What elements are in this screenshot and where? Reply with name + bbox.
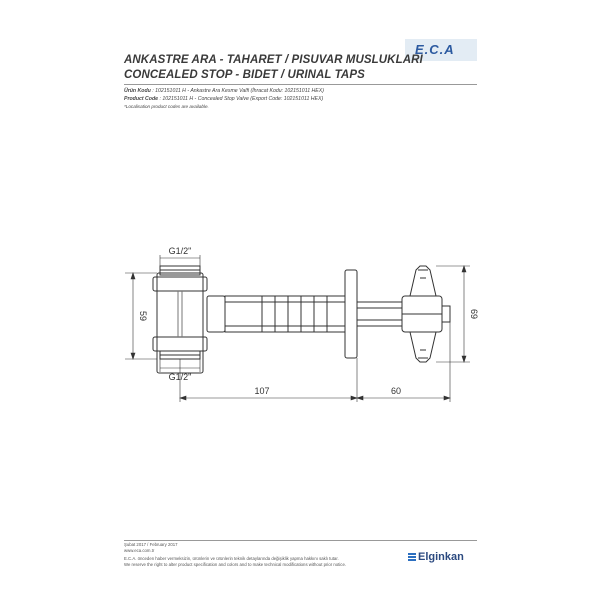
length-dimension-60: 60 (390, 386, 402, 396)
tee-fitting (157, 273, 203, 373)
eca-logo-text: E.C.A (415, 42, 455, 57)
wall-flange (345, 270, 357, 358)
title-english: CONCEALED STOP - BIDET / URINAL TAPS (124, 69, 365, 81)
height-dimension-69: 69 (469, 308, 479, 320)
title-turkish: ANKASTRE ARA - TAHARET / PISUVAR MUSLUKLARI (124, 54, 423, 66)
footer-note-tr: E.C.A. önceden haber vermeksizin, ürünlerin ve ürünlerin teknik detaylarında değişiklik yapma hakkını saklı tutar. (124, 556, 339, 561)
product-code-en-value: : 102151011 H - Concealed Stop Valve (Export Code: 102151011 HEX) (159, 96, 324, 102)
top-nut (153, 277, 207, 291)
footer-date: Şubat 2017 / February 2017 (124, 542, 178, 547)
thread-top-label: G1/2" (168, 246, 192, 256)
product-code-en-label: Product Code (124, 96, 159, 102)
elginkan-brand (408, 551, 464, 563)
handle-cap (442, 306, 450, 322)
bottom-nut (153, 337, 207, 351)
elginkan-brand-text: Elginkan (418, 551, 464, 563)
localisation-note: *Localisation product codes are available. (124, 104, 209, 109)
product-code-tr-value: : 102151011 H - Ankastre Ara Kesme Valfi (İhracat Kodu: 102151011 HEX) (152, 88, 324, 94)
height-dimension-59: 59 (138, 310, 148, 322)
length-dimension-107: 107 (254, 386, 270, 396)
sleeve (357, 302, 402, 326)
product-code-tr-label: Ürün Kodu (124, 88, 151, 94)
footer-note-en: We reserve the right to alter product specification and colors and to make technical modifications without prior notice. (124, 562, 347, 567)
thread-bottom-label: G1/2" (168, 372, 192, 382)
footer-divider (124, 540, 477, 541)
footer-website: www.eca.com.tr (124, 548, 155, 553)
elginkan-logo-icon (408, 553, 416, 561)
outlet-stub (207, 296, 225, 332)
